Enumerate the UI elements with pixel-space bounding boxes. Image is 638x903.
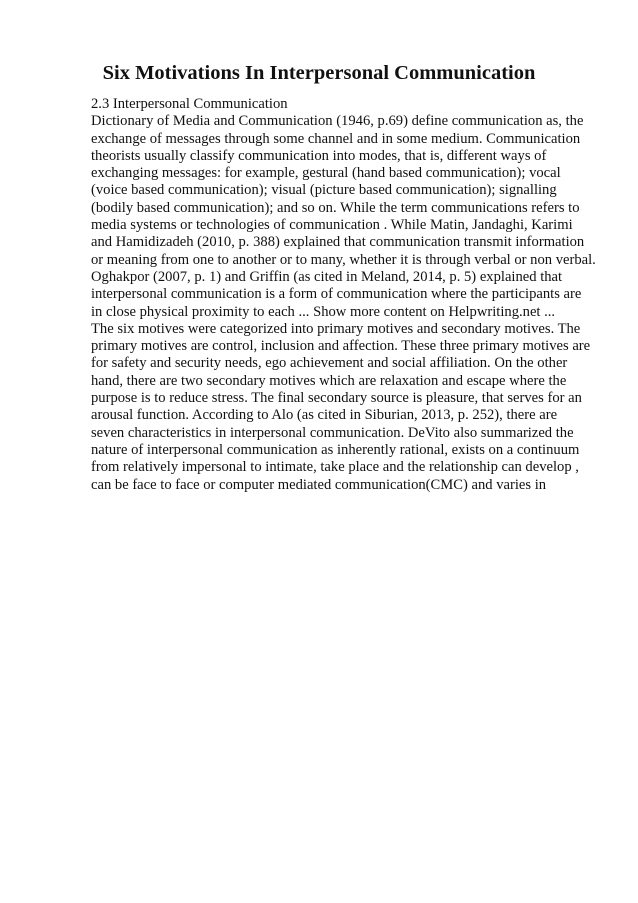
text-line: interpersonal communication is a form of communication where the participants are (91, 286, 582, 303)
text-line: Oghakpor (2007, p. 1) and Griffin (as cited in Meland, 2014, p. 5) explained that (91, 268, 563, 285)
document-body (91, 96, 631, 494)
text-line: arousal function. According to Alo (as cited in Siburian, 2013, p. 252), there are (91, 407, 558, 424)
text-line: exchange of messages through some channel and in some medium. Communication (91, 130, 581, 147)
text-line: or meaning from one to another or to many, whether it is through verbal or non verbal. (91, 251, 596, 268)
text-line: Dictionary of Media and Communication (1946, p.69) define communication as, the (91, 113, 584, 130)
text-line: primary motives are control, inclusion and affection. These three primary motives are (91, 338, 591, 355)
text-line: from relatively impersonal to intimate, take place and the relationship can develop , (91, 459, 579, 476)
section-heading: 2.3 Interpersonal Communication (91, 96, 288, 112)
text-line: and Hamidizadeh (2010, p. 388) explained that communication transmit information (91, 234, 585, 251)
text-line: hand, there are two secondary motives which are relaxation and escape where the (91, 372, 567, 389)
text-line: purpose is to reduce stress. The final secondary source is pleasure, that serves for an (91, 390, 582, 407)
text-line: seven characteristics in interpersonal communication. DeVito also summarized the (91, 424, 574, 441)
text-line: media systems or technologies of communication . While Matin, Jandaghi, Karimi (91, 217, 573, 234)
text-line: theorists usually classify communication into modes, that is, different ways of (91, 147, 547, 164)
text-line: in close physical proximity to each ... Show more content on Helpwriting.net ... (91, 303, 556, 320)
text-line: nature of interpersonal communication as inherently rational, exists on a continuum (91, 441, 580, 458)
page-title: Six Motivations In Interpersonal Communication (102, 62, 536, 84)
text-line: The six motives were categorized into primary motives and secondary motives. The (91, 320, 581, 337)
text-line: can be face to face or computer mediated communication(CMC) and varies in (91, 476, 547, 493)
text-line: (bodily based communication); and so on. While the term communications refers to (91, 199, 580, 216)
text-line: (voice based communication); visual (picture based communication); signalling (91, 182, 557, 199)
text-line: for safety and security needs, ego achievement and social affiliation. On the other (91, 355, 568, 372)
text-line: exchanging messages: for example, gestural (hand based communication); vocal (91, 165, 561, 182)
